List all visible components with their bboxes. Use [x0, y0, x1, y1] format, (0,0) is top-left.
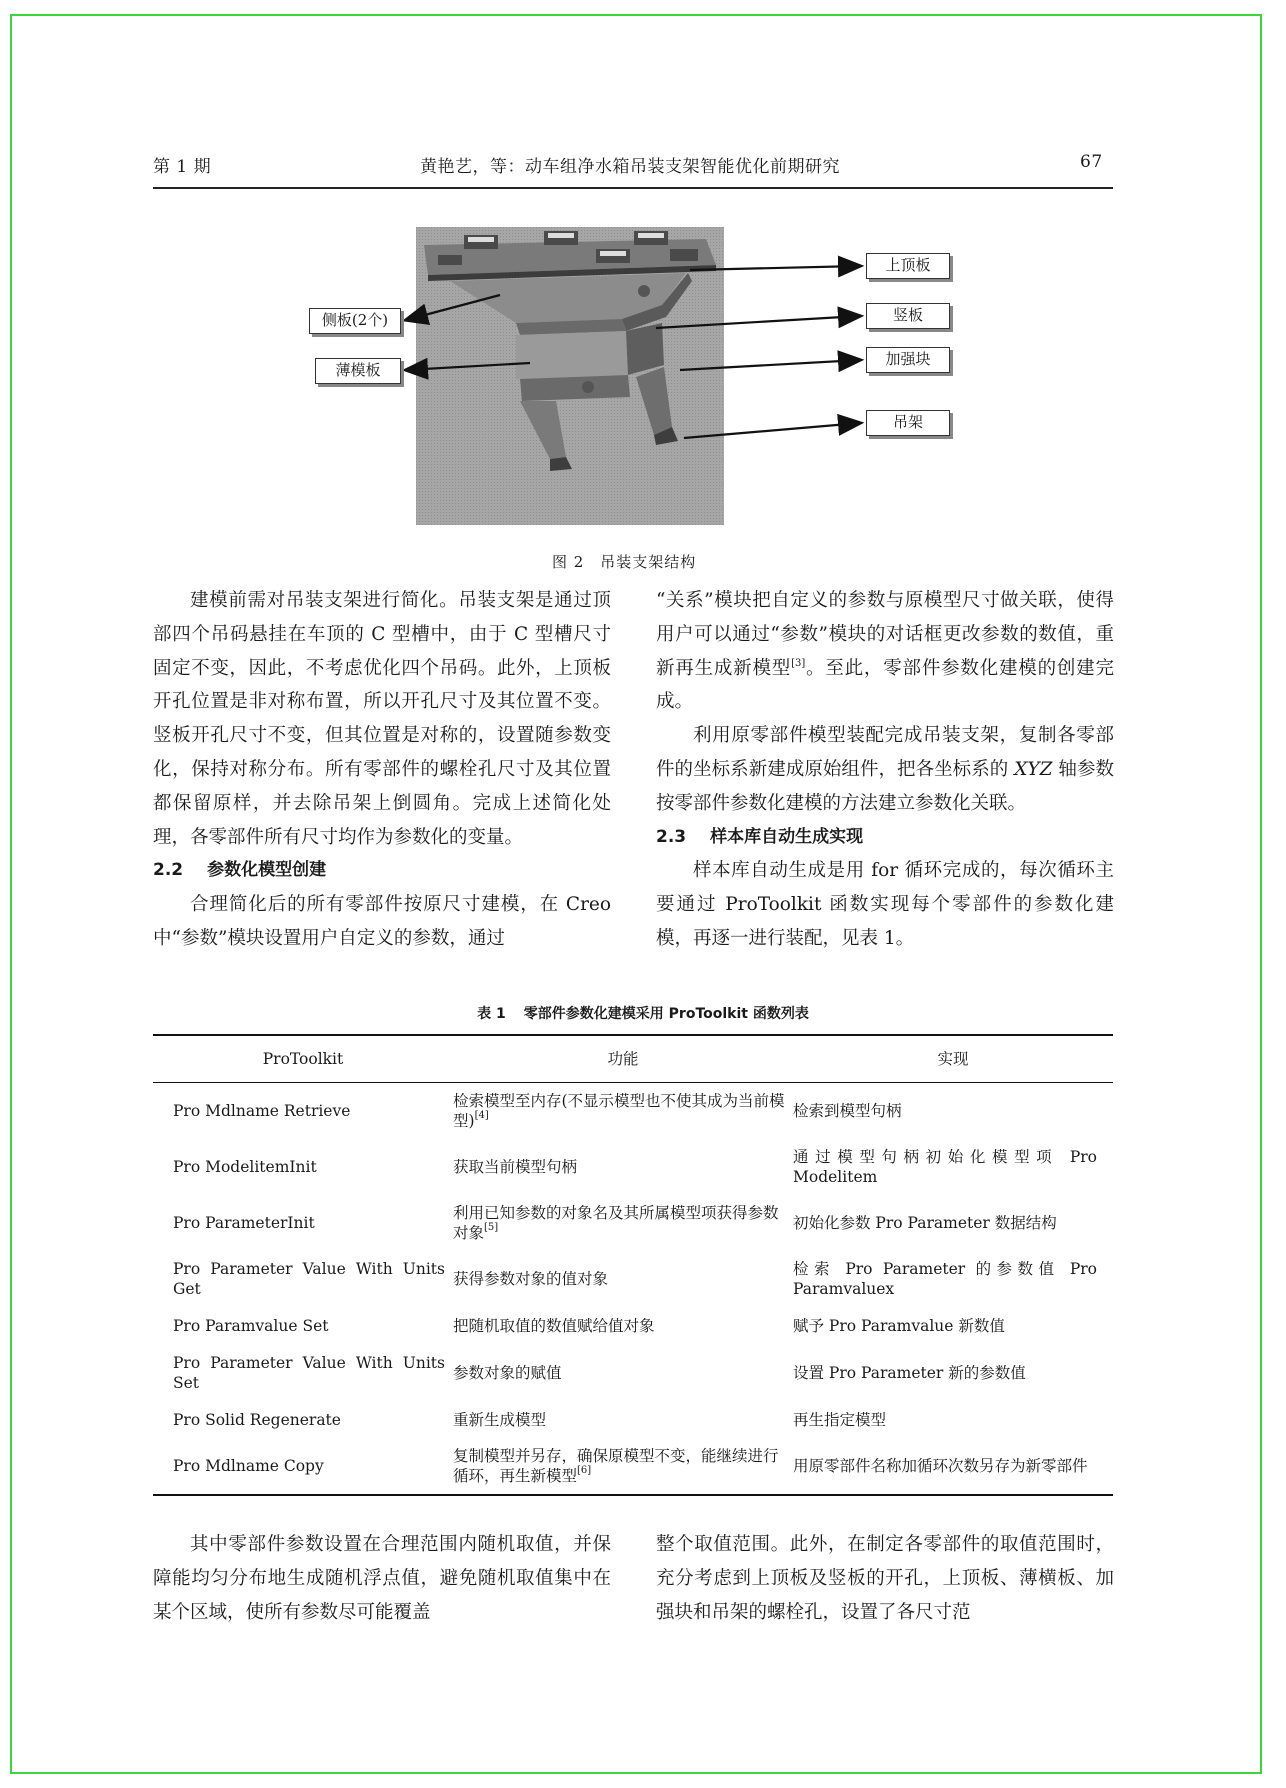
citation-6: [6]	[577, 1465, 592, 1476]
cell-impl: 设置 Pro Parameter 新的参数值	[793, 1363, 1026, 1382]
cell-func: 获取当前模型句柄	[453, 1157, 578, 1176]
cell-fn: Pro ParameterInit	[173, 1213, 315, 1232]
col-header-protoolkit: ProToolkit	[153, 1035, 453, 1083]
xyz-italic: XYZ	[1014, 758, 1053, 780]
cell-impl: 检索 Pro Parameter 的参数值 Pro Paramvaluex	[793, 1259, 1097, 1298]
cell-impl: 初始化参数 Pro Parameter 数据结构	[793, 1213, 1057, 1232]
col-header-function: 功能	[453, 1035, 793, 1083]
header-page-number: 67	[1080, 152, 1103, 172]
paragraph-value-range: 整个取值范围。此外，在制定各零部件的取值范围时，充分考虑到上顶板及竖板的开孔，上顶板、薄横板、加强块和吊架的螺栓孔，设置了各尺寸范	[656, 1534, 1114, 1623]
text: “关系”模块把自定义的参数与原模型尺寸做关联，使得用户可以通过“参数”模块的对话框更改参数的数值，重新再生成新模型	[656, 590, 1114, 679]
cell-impl: 用原零部件名称加循环次数另存为新零部件	[793, 1439, 1113, 1495]
section-number: 2.2	[153, 860, 184, 881]
header-issue: 第 1 期	[153, 157, 212, 177]
cell-fn: Pro Mdlname Retrieve	[173, 1101, 351, 1120]
label-vertical-plate: 竖板	[866, 303, 950, 329]
text: 利用已知参数的对象名及其所属模型项获得参数对象	[453, 1203, 779, 1242]
paragraph-relations	[656, 584, 1114, 719]
label-reinforce-block: 加强块	[866, 347, 950, 373]
table-row	[153, 1307, 1113, 1345]
cell-impl: 通过模型句柄初始化模型项 Pro Modelitem	[793, 1147, 1097, 1186]
right-column	[656, 584, 1114, 956]
cell-fn: Pro Solid Regenerate	[173, 1410, 341, 1429]
text: 利用原零部件模型装配完成吊装支架，复制各零部件的坐标系新建成原始组件，把各坐标系的	[656, 725, 1114, 780]
cell-fn: Pro Parameter Value With Units Get	[173, 1259, 445, 1298]
section-number: 2.3	[656, 826, 687, 847]
table-caption	[0, 1003, 1286, 1023]
cell-fn: Pro ModelitemInit	[173, 1157, 317, 1176]
col-header-implementation: 实现	[793, 1035, 1113, 1083]
citation-3: [3]	[791, 657, 806, 669]
cell-func: 获得参数对象的值对象	[453, 1269, 609, 1288]
figure-caption: 图 2 吊装支架结构	[552, 553, 697, 571]
paragraph-random-values: 其中零部件参数设置在合理范围内随机取值，并保障能均匀分布地生成随机浮点值，避免随机取值集中在某个区域，使所有参数尽可能覆盖	[153, 1534, 611, 1623]
label-thin-plate: 薄模板	[315, 358, 401, 384]
table-row	[153, 1195, 1113, 1251]
section-heading-2-3	[656, 821, 1114, 855]
cell-func: 参数对象的赋值	[453, 1363, 562, 1382]
paragraph-model-creation: 合理简化后的所有零部件按原尺寸建模，在 Creo 中“参数”模块设置用户自定义的参数，通过	[153, 894, 611, 949]
cell-impl: 赋予 Pro Paramvalue 新数值	[793, 1316, 1005, 1335]
header-title: 黄艳艺，等：动车组净水箱吊装支架智能优化前期研究	[420, 157, 840, 177]
cell-func: 重新生成模型	[453, 1410, 547, 1429]
cell-fn: Pro Parameter Value With Units Set	[173, 1353, 445, 1392]
paragraph-sample-library: 样本库自动生成是用 for 循环完成的，每次循环主要通过 ProToolkit 函数实现每个零部件的参数化建模，再逐一进行装配，见表 1。	[656, 860, 1114, 949]
citation-4: [4]	[474, 1109, 489, 1121]
table-number: 表 1	[477, 1006, 506, 1022]
label-side-plate: 侧板(2个)	[309, 308, 401, 334]
citation-5: [5]	[484, 1221, 499, 1233]
left-column	[153, 584, 611, 956]
bottom-left-column	[153, 1528, 611, 1629]
table-row	[153, 1401, 1113, 1439]
cell-impl: 再生指定模型	[793, 1410, 887, 1429]
text: 。至此，零部件参数化建模的创建完成。	[656, 657, 1114, 713]
cell-fn: Pro Paramvalue Set	[173, 1316, 329, 1335]
text: 检索模型至内存(不显示模型也不使其成为当前模型)	[453, 1091, 785, 1130]
table-header-row	[153, 1035, 1113, 1083]
label-top-plate: 上顶板	[866, 253, 950, 279]
cell-impl: 检索到模型句柄	[793, 1101, 902, 1120]
cell-func	[453, 1439, 793, 1495]
cell-func	[453, 1083, 793, 1139]
text: 轴参数按零部件参数化建模的方法建立参数化关联。	[656, 758, 1114, 814]
bottom-right-column	[656, 1528, 1114, 1629]
section-heading-2-2	[153, 854, 611, 888]
table-row	[153, 1251, 1113, 1307]
text: 复制模型并另存，确保原模型不变，能继续进行循环，再生新模型	[453, 1447, 779, 1485]
cell-func: 把随机取值的数值赋给值对象	[453, 1316, 655, 1335]
paragraph-simplification: 建模前需对吊装支架进行简化。吊装支架是通过顶部四个吊码悬挂在车顶的 C 型槽中，由于 C 型槽尺寸固定不变，因此，不考虑优化四个吊码。此外，上顶板开孔位置是非对称布置，所以开孔尺寸及其位置不变。竖板开孔尺寸不变，但其位置是对称的，设置随参数变化，保持对称分布。所有零部件的螺栓孔尺寸及其位置都保留原样，并去除吊架上倒圆角。完成上述简化处理，各零部件所有尺寸均作为参数化的变量。	[153, 590, 611, 848]
section-title: 样本库自动生成实现	[710, 826, 864, 847]
figure-callout-arrows	[0, 0, 1286, 600]
section-title: 参数化模型创建	[207, 860, 327, 881]
table-title: 零部件参数化建模采用 ProToolkit 函数列表	[523, 1006, 809, 1022]
table-row	[153, 1083, 1113, 1139]
cell-func	[453, 1195, 793, 1251]
protoolkit-table	[153, 1034, 1113, 1496]
label-hanger: 吊架	[866, 410, 950, 436]
table-row	[153, 1139, 1113, 1195]
table-row	[153, 1439, 1113, 1495]
paragraph-assembly	[656, 719, 1114, 820]
cell-fn: Pro Mdlname Copy	[153, 1439, 453, 1495]
table-row	[153, 1345, 1113, 1401]
